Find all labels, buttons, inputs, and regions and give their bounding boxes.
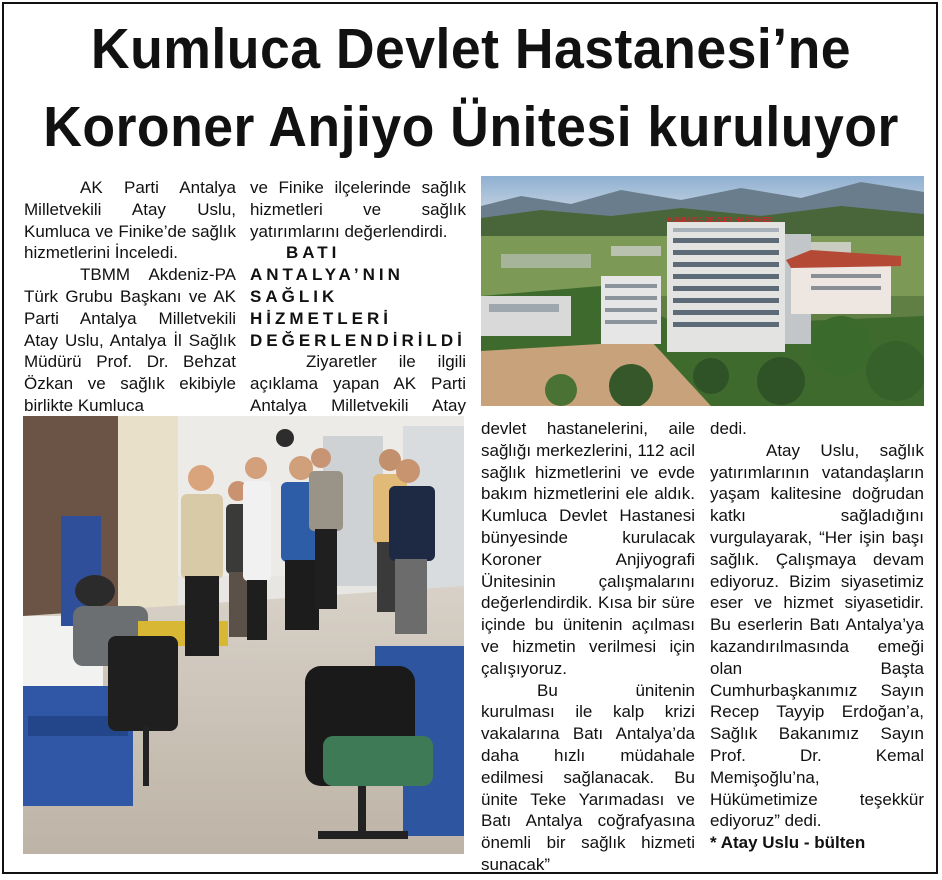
- article-paragraph: ve Finike ilçelerinde sağlık hizmetleri ve sağlık yatırımlarını değerlendirdi.: [250, 178, 466, 241]
- article-paragraph: Ziyaretler ile ilgili açıklama yapan AK Parti Antalya Milletvekili Atay: [250, 352, 466, 415]
- article-paragraph: AK Parti Antalya Milletvekili Atay Uslu, Kumluca ve Finike’de sağlık hizmetlerini İnceledi.: [24, 178, 236, 263]
- article-paragraph: dedi.: [710, 419, 747, 438]
- article-paragraph: Bu ünitenin kurulması ile kalp krizi vakalarına Batı Antalya’da daha hızlı müdahale edilmesi sağlanacak. Bu ünite Teke Yarımadası ve Batı Antalya coğrafyasına önemli bir sağlık hizmeti sunacak”: [481, 680, 695, 874]
- hospital-aerial-photo: [481, 176, 924, 406]
- headline-line-1: Kumluca Devlet Hastanesi’ne: [90, 17, 852, 81]
- article-paragraph: Atay Uslu, sağlık yatırımlarının vatandaşların yaşam kalitesine doğrudan katkı sağladığını vurgulayarak, “Her işin başı sağlık. Çalışmaya devam ediyoruz. Bizim siyasetimiz eser ve hizmet siyasetidir. Bu eserlerin Batı Antalya’ya kazandırılmasında emeği olan Başta Cumhurbaşkanımız Sayın Recep Tayyip Erdoğan’a, Sağlık Bakanımız Sayın Prof. Dr. Kemal Memişoğlu’na, Hükümetimize teşekkür ediyoruz” dedi.: [710, 440, 924, 831]
- headline-line-2: Koroner Anjiyo Ünitesi kuruluyor: [43, 95, 899, 159]
- section-subheading: BATI ANTALYA’NIN SAĞLIK HİZMETLERİ DEĞERLENDİRİLDİ: [250, 243, 466, 350]
- article-column-2: [250, 177, 466, 439]
- hospital-visit-photo: [23, 416, 464, 854]
- article-column-3: [481, 418, 695, 876]
- article-column-1: [24, 177, 236, 417]
- article-column-4: [710, 418, 924, 854]
- article-paragraph: devlet hastanelerini, aile sağlığı merkezlerini, 112 acil sağlık hizmetlerini ve evde bakım hizmetlerini ele aldık. Kumluca Devlet Hastanesi bünyesinde kurulacak Koroner Anjiyografi Ünitesinin çalışmalarını değerlendirdik. Kısa bir süre içinde bu ünitenin açılması ve hizmetin verilmesi için çalışıyoruz.: [481, 419, 695, 678]
- article-signature: * Atay Uslu - bülten: [710, 833, 866, 853]
- hospital-sign: KUMLUCA DEVLET HASTANESİ: [667, 217, 775, 224]
- article-paragraph: TBMM Akdeniz-PA Türk Grubu Başkanı ve AK Parti Antalya Milletvekili Atay Uslu, Antalya İl Sağlık Müdürü Prof. Dr. Behzat Özkan ve sağlık ekibiyle birlikte Kumluca: [24, 265, 236, 415]
